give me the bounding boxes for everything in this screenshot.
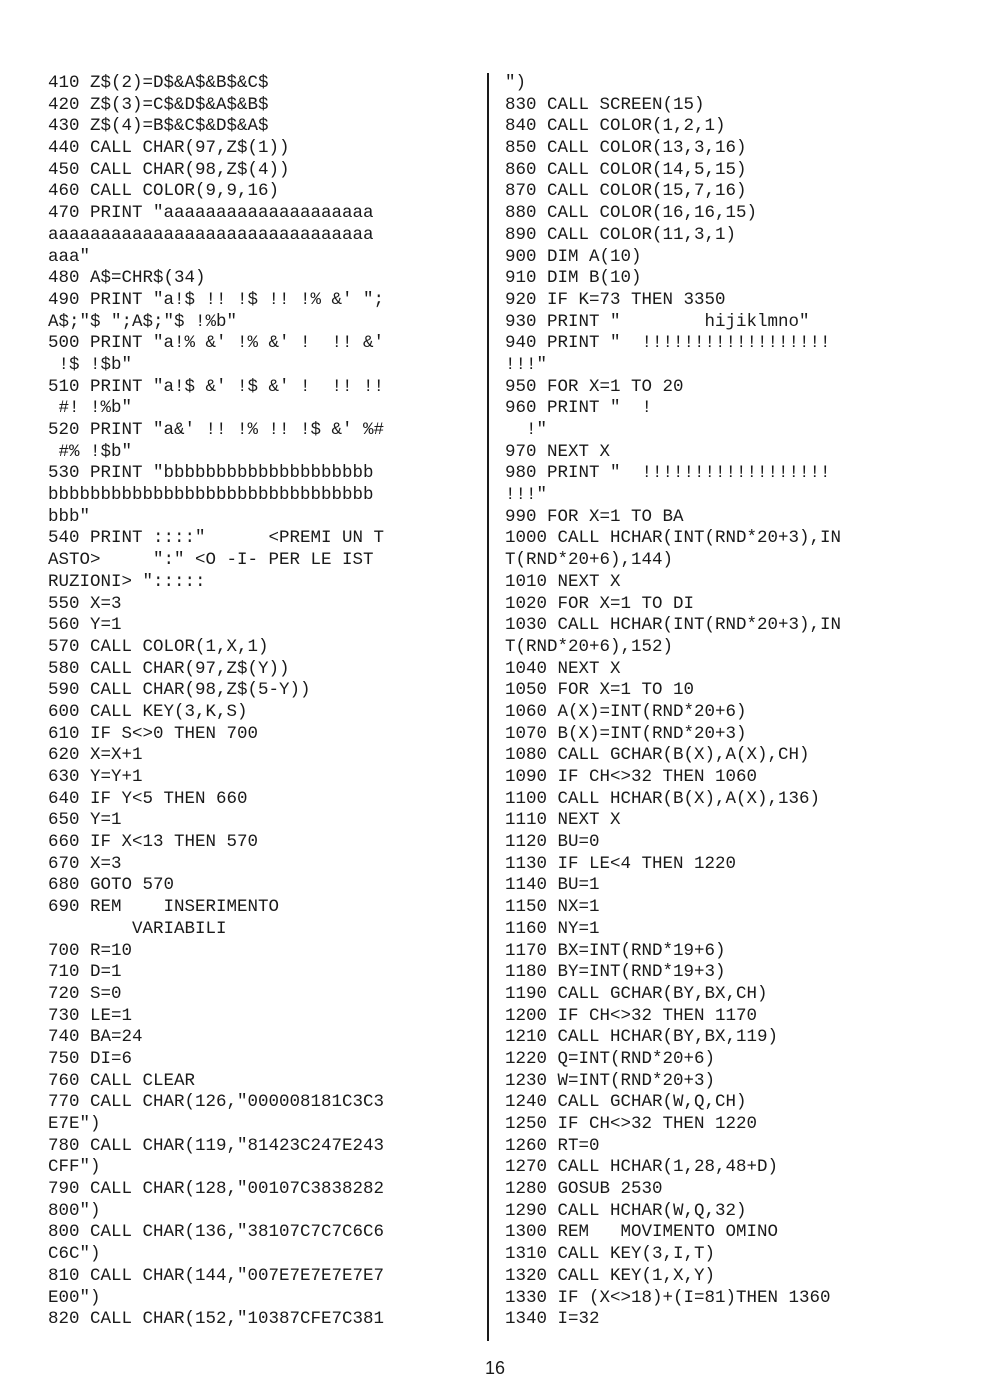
code-line: CFF") bbox=[48, 1157, 101, 1178]
code-line: 1340 I=32 bbox=[505, 1309, 600, 1330]
code-line: 1240 CALL GCHAR(W,Q,CH) bbox=[505, 1092, 747, 1113]
code-line: 710 D=1 bbox=[48, 962, 122, 983]
code-line: 1200 IF CH<>32 THEN 1170 bbox=[505, 1005, 758, 1026]
code-listing-right-column bbox=[505, 73, 945, 1331]
code-line: #% !$b" bbox=[48, 441, 133, 462]
code-line: 1210 CALL HCHAR(BY,BX,119) bbox=[505, 1027, 779, 1048]
code-line: 1260 RT=0 bbox=[505, 1135, 600, 1156]
code-line: 1300 REM MOVIMENTO OMINO bbox=[505, 1222, 779, 1243]
code-line: #! !%b" bbox=[48, 398, 133, 419]
code-line: 640 IF Y<5 THEN 660 bbox=[48, 788, 248, 809]
code-line: 630 Y=Y+1 bbox=[48, 767, 143, 787]
code-line: 1020 FOR X=1 TO DI bbox=[505, 593, 695, 614]
code-line: !!!" bbox=[505, 354, 548, 375]
code-line: bbb" bbox=[48, 506, 91, 527]
code-line: 1140 BU=1 bbox=[505, 875, 600, 896]
code-line: 860 CALL COLOR(14,5,15) bbox=[505, 159, 747, 180]
code-line: 510 PRINT "a!$ &' !$ &' ! !! !! bbox=[48, 376, 385, 397]
code-line: 570 CALL COLOR(1,X,1) bbox=[48, 636, 269, 657]
code-line: C6C") bbox=[48, 1244, 101, 1265]
page-number: 16 bbox=[484, 1358, 506, 1378]
code-line: 1000 CALL HCHAR(INT(RND*20+3),IN bbox=[505, 528, 842, 549]
code-line: 970 NEXT X bbox=[505, 441, 611, 462]
code-line: bbbbbbbbbbbbbbbbbbbbbbbbbbbbbbb bbox=[48, 485, 374, 506]
code-line: 950 FOR X=1 TO 20 bbox=[505, 376, 684, 397]
code-line: 800") bbox=[48, 1200, 101, 1221]
code-line: 540 PRINT ::::" <PREMI UN T bbox=[48, 528, 385, 549]
code-line: 1280 GOSUB 2530 bbox=[505, 1179, 663, 1200]
code-line: 1160 NY=1 bbox=[505, 918, 600, 939]
code-line: !!!" bbox=[505, 485, 548, 506]
code-line: 730 LE=1 bbox=[48, 1005, 133, 1026]
code-line: 1070 B(X)=INT(RND*20+3) bbox=[505, 723, 747, 744]
code-line: 800 CALL CHAR(136,"38107C7C7C6C6 bbox=[48, 1222, 385, 1243]
code-line: 750 DI=6 bbox=[48, 1048, 133, 1069]
code-line: 580 CALL CHAR(97,Z$(Y)) bbox=[48, 658, 290, 679]
code-line: 920 IF K=73 THEN 3350 bbox=[505, 289, 726, 310]
code-line: 940 PRINT " !!!!!!!!!!!!!!!!!! bbox=[505, 333, 831, 354]
code-line: 790 CALL CHAR(128,"00107C3838282 bbox=[48, 1179, 385, 1200]
code-line: 890 CALL COLOR(11,3,1) bbox=[505, 224, 737, 245]
code-line: 650 Y=1 bbox=[48, 810, 122, 831]
code-line: 620 X=X+1 bbox=[48, 745, 143, 766]
code-line: 870 CALL COLOR(15,7,16) bbox=[505, 181, 747, 202]
code-line: 780 CALL CHAR(119,"81423C247E243 bbox=[48, 1135, 385, 1156]
code-line: 490 PRINT "a!$ !! !$ !! !% &' "; bbox=[48, 289, 385, 310]
code-line: 1230 W=INT(RND*20+3) bbox=[505, 1070, 716, 1091]
code-line: 660 IF X<13 THEN 570 bbox=[48, 832, 259, 853]
code-line: 820 CALL CHAR(152,"10387CFE7C381 bbox=[48, 1309, 385, 1330]
code-line: T(RND*20+6),144) bbox=[505, 550, 674, 571]
code-line: RUZIONI> "::::: bbox=[48, 571, 206, 592]
column-divider bbox=[487, 73, 489, 1341]
code-line: 1180 BY=INT(RND*19+3) bbox=[505, 962, 726, 983]
code-line: E00") bbox=[48, 1287, 101, 1308]
code-line: 1150 NX=1 bbox=[505, 897, 600, 918]
code-line: 420 Z$(3)=C$&D$&A$&B$ bbox=[48, 94, 269, 115]
code-line: 1250 IF CH<>32 THEN 1220 bbox=[505, 1114, 758, 1134]
code-line: 990 FOR X=1 TO BA bbox=[505, 506, 684, 527]
code-line: aaa" bbox=[48, 246, 91, 267]
code-line: 460 CALL COLOR(9,9,16) bbox=[48, 181, 280, 202]
code-line: 1100 CALL HCHAR(B(X),A(X),136) bbox=[505, 788, 821, 809]
code-line: 670 X=3 bbox=[48, 853, 122, 874]
code-line: 760 CALL CLEAR bbox=[48, 1070, 196, 1091]
code-line: 1120 BU=0 bbox=[505, 832, 600, 853]
code-line: 930 PRINT " hijiklmno" bbox=[505, 311, 810, 332]
code-line: 840 CALL COLOR(1,2,1) bbox=[505, 116, 726, 137]
code-line: T(RND*20+6),152) bbox=[505, 636, 674, 657]
code-line: 830 CALL SCREEN(15) bbox=[505, 94, 705, 115]
code-line: aaaaaaaaaaaaaaaaaaaaaaaaaaaaaaa bbox=[48, 224, 374, 245]
code-line: 610 IF S<>0 THEN 700 bbox=[48, 723, 259, 744]
code-line: 680 GOTO 570 bbox=[48, 875, 175, 896]
code-line: 980 PRINT " !!!!!!!!!!!!!!!!!! bbox=[505, 463, 831, 484]
code-line: 440 CALL CHAR(97,Z$(1)) bbox=[48, 138, 290, 159]
code-line: 1330 IF (X<>18)+(I=81)THEN 1360 bbox=[505, 1287, 831, 1308]
code-line: 470 PRINT "aaaaaaaaaaaaaaaaaaaa bbox=[48, 203, 374, 224]
code-line: 590 CALL CHAR(98,Z$(5-Y)) bbox=[48, 680, 311, 701]
code-line: 1310 CALL KEY(3,I,T) bbox=[505, 1244, 716, 1265]
code-line: 850 CALL COLOR(13,3,16) bbox=[505, 138, 747, 159]
code-line: 530 PRINT "bbbbbbbbbbbbbbbbbbbb bbox=[48, 463, 374, 484]
code-line: 1030 CALL HCHAR(INT(RND*20+3),IN bbox=[505, 615, 842, 636]
code-line: VARIABILI bbox=[48, 918, 227, 939]
code-line: ") bbox=[505, 73, 527, 93]
code-line: !$ !$b" bbox=[48, 354, 133, 375]
code-line: 1190 CALL GCHAR(BY,BX,CH) bbox=[505, 983, 768, 1004]
code-line: ASTO> ":" <O -I- PER LE IST bbox=[48, 550, 374, 571]
code-line: 560 Y=1 bbox=[48, 615, 122, 636]
code-line: 480 A$=CHR$(34) bbox=[48, 268, 206, 289]
code-line: 550 X=3 bbox=[48, 593, 122, 614]
code-listing-left-column bbox=[48, 73, 488, 1331]
code-line: 1320 CALL KEY(1,X,Y) bbox=[505, 1265, 716, 1286]
code-line: 740 BA=24 bbox=[48, 1027, 143, 1048]
code-line: E7E") bbox=[48, 1114, 101, 1134]
code-line: 520 PRINT "a&' !! !% !! !$ &' %# bbox=[48, 420, 385, 440]
code-line: 720 S=0 bbox=[48, 983, 122, 1004]
code-line: 1080 CALL GCHAR(B(X),A(X),CH) bbox=[505, 745, 810, 766]
code-line: 960 PRINT " ! bbox=[505, 398, 653, 419]
code-line: 690 REM INSERIMENTO bbox=[48, 897, 280, 918]
code-line: !" bbox=[505, 420, 548, 440]
code-line: 700 R=10 bbox=[48, 940, 133, 961]
code-line: 1170 BX=INT(RND*19+6) bbox=[505, 940, 726, 961]
code-line: 770 CALL CHAR(126,"000008181C3C3 bbox=[48, 1092, 385, 1113]
code-line: A$;"$ ";A$;"$ !%b" bbox=[48, 311, 238, 332]
code-line: 500 PRINT "a!% &' !% &' ! !! &' bbox=[48, 333, 385, 354]
code-line: 1270 CALL HCHAR(1,28,48+D) bbox=[505, 1157, 779, 1178]
code-line: 1010 NEXT X bbox=[505, 571, 621, 592]
code-line: 1130 IF LE<4 THEN 1220 bbox=[505, 853, 737, 874]
code-line: 880 CALL COLOR(16,16,15) bbox=[505, 203, 758, 224]
code-line: 1040 NEXT X bbox=[505, 658, 621, 679]
code-line: 910 DIM B(10) bbox=[505, 268, 642, 289]
code-line: 600 CALL KEY(3,K,S) bbox=[48, 701, 248, 722]
code-line: 1290 CALL HCHAR(W,Q,32) bbox=[505, 1200, 747, 1221]
code-line: 1220 Q=INT(RND*20+6) bbox=[505, 1048, 716, 1069]
code-line: 1110 NEXT X bbox=[505, 810, 621, 831]
code-line: 1060 A(X)=INT(RND*20+6) bbox=[505, 701, 747, 722]
code-line: 810 CALL CHAR(144,"007E7E7E7E7E7 bbox=[48, 1265, 385, 1286]
code-line: 900 DIM A(10) bbox=[505, 246, 642, 267]
code-line: 410 Z$(2)=D$&A$&B$&C$ bbox=[48, 73, 269, 93]
code-line: 430 Z$(4)=B$&C$&D$&A$ bbox=[48, 116, 269, 137]
code-line: 1090 IF CH<>32 THEN 1060 bbox=[505, 767, 758, 787]
code-line: 450 CALL CHAR(98,Z$(4)) bbox=[48, 159, 290, 180]
code-line: 1050 FOR X=1 TO 10 bbox=[505, 680, 695, 701]
